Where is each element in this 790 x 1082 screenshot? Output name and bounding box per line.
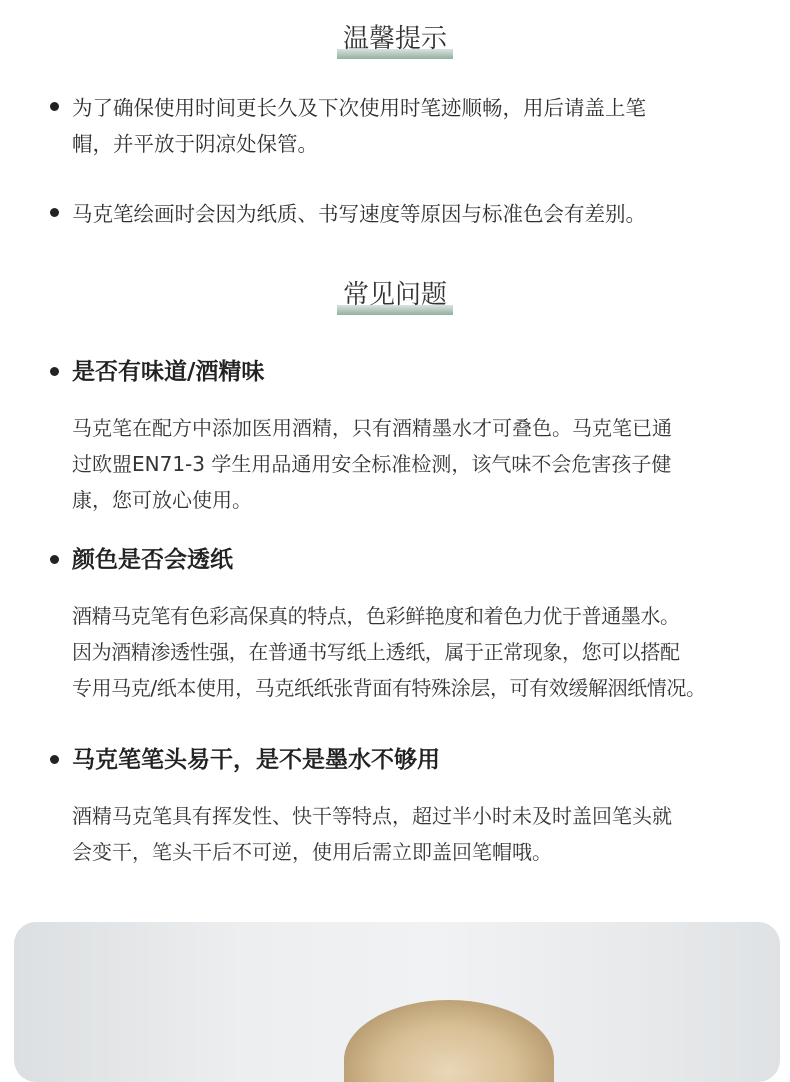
- faq-answer-1: 马克笔在配方中添加医用酒精，只有酒精墨水才可叠色。马克笔已通 过欧盟EN71-3 学生用品通用安全标准检测，该气味不会危害孩子健 康，您可放心使用。: [72, 416, 672, 512]
- faq-question-1: 是否有味道/酒精味: [50, 355, 750, 389]
- faq-title: 常见问题: [0, 278, 790, 312]
- bullet-dot-icon: [50, 555, 59, 564]
- bullet-dot-icon: [50, 367, 59, 376]
- tips-title: 温馨提示: [0, 22, 790, 56]
- faq-question-3: 马克笔笔头易干，是不是墨水不够用: [50, 743, 750, 777]
- person-hair-image: [344, 1000, 554, 1082]
- faq-question-2: 颜色是否会透纸: [50, 543, 750, 577]
- faq-answer-3: 酒精马克笔具有挥发性、快干等特点，超过半小时未及时盖回笔头就 会变干，笔头干后不可逆，使用后需立即盖回笔帽哦。: [72, 804, 672, 864]
- tip-item-1: 为了确保使用时间更长久及下次使用时笔迹顺畅，用后请盖上笔 帽，并平放于阴凉处保管。: [50, 90, 750, 162]
- product-photo: [14, 922, 780, 1082]
- bullet-dot-icon: [50, 208, 59, 217]
- faq-answer-2: 酒精马克笔有色彩高保真的特点，色彩鲜艳度和着色力优于普通墨水。 因为酒精渗透性强，在普通书写纸上透纸，属于正常现象，您可以搭配 专用马克/纸本使用，马克纸纸张背面有特殊涂层，可有效缓解洇纸情况。: [72, 604, 706, 700]
- tip-item-2: 马克笔绘画时会因为纸质、书写速度等原因与标准色会有差别。: [50, 196, 750, 232]
- bullet-dot-icon: [50, 755, 59, 764]
- bullet-dot-icon: [50, 102, 59, 111]
